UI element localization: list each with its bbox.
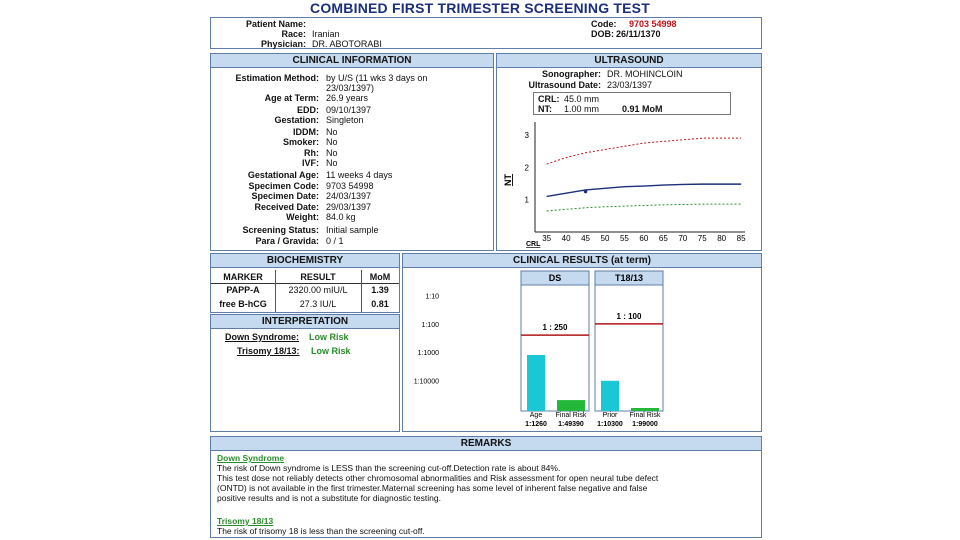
clinical-label: Weight:	[286, 212, 319, 222]
clinical-label: Specimen Date:	[251, 191, 319, 201]
clinical-label: Estimation Method:	[235, 73, 319, 83]
remarks-panel	[210, 436, 762, 538]
x-tick-label: 60	[639, 234, 649, 243]
clinical-value: 23/03/1397)	[326, 83, 375, 93]
remarks-line: (ONTD) is not available in the first trimester.Maternal screening has some level of inherent false negative and false	[217, 483, 648, 493]
clinical-value: Singleton	[326, 115, 364, 125]
patient-point	[584, 190, 588, 194]
series-line	[547, 204, 741, 211]
clinical-value: 29/03/1397	[326, 202, 372, 212]
physician-value: DR. ABOTORABI	[312, 39, 382, 49]
y-tick-label: 1:10	[425, 293, 439, 301]
risk-category-label: Age	[529, 412, 543, 419]
result-papp-a: 2320.00 mIU/L	[288, 285, 348, 295]
series-line	[547, 184, 741, 196]
mom-papp-a: 1.39	[371, 285, 389, 295]
clinical-results-panel	[402, 253, 762, 432]
clinical-value: 84.0 kg	[326, 212, 356, 222]
risk-panel-title: T18/13	[614, 273, 644, 283]
down-syndrome-risk: Low Risk	[309, 332, 349, 342]
physician-label: Physician:	[260, 39, 306, 49]
ultrasound-panel	[496, 53, 762, 251]
x-tick-label: 70	[678, 234, 688, 243]
clinical-label: IVF:	[302, 158, 319, 168]
biochemistry-table	[211, 270, 399, 312]
clinical-value: 24/03/1397	[326, 191, 372, 201]
clinical-information-panel	[210, 53, 494, 251]
y-tick-label: 1:10000	[413, 378, 439, 386]
marker-free-b-hcg: free B-hCG	[219, 299, 267, 309]
crl-nt-box	[533, 92, 731, 115]
code-value: 9703 54998	[629, 19, 677, 29]
risk-bar	[527, 355, 545, 411]
clinical-value: No	[326, 127, 338, 137]
interpretation-panel	[210, 314, 400, 432]
page-title: COMBINED FIRST TRIMESTER SCREENING TEST	[310, 0, 650, 16]
clinical-value: Initial sample	[326, 225, 379, 235]
race-value: Iranian	[312, 29, 340, 39]
clinical-value: 0 / 1	[326, 236, 344, 246]
y-tick-label: 1	[524, 195, 529, 205]
race-label: Race:	[281, 29, 306, 39]
interpretation-header: INTERPRETATION	[211, 315, 399, 329]
risk-chart	[403, 269, 761, 431]
y-tick-label: 2	[524, 163, 529, 173]
x-tick-label: 45	[581, 234, 591, 243]
nt-label: NT:	[538, 104, 552, 114]
column-header-marker: MARKER	[223, 272, 263, 282]
clinical-value: No	[326, 148, 338, 158]
down-syndrome-label: Down Syndrome:	[225, 332, 300, 342]
clinical-value: 11 weeks 4 days	[326, 170, 393, 180]
risk-value-label: 1:49390	[558, 421, 584, 428]
clinical-label: Smoker:	[282, 137, 319, 147]
clinical-label: Rh:	[304, 148, 319, 158]
clinical-label: IDDM:	[293, 127, 319, 137]
remarks-header: REMARKS	[211, 437, 761, 451]
x-tick-label: 65	[658, 234, 668, 243]
x-tick-label: 80	[717, 234, 727, 243]
patient-name-label: Patient Name:	[245, 19, 306, 29]
x-tick-label: 75	[697, 234, 707, 243]
table-vline-2	[361, 270, 362, 312]
clinical-label: Screening Status:	[242, 225, 319, 235]
risk-bar	[557, 400, 585, 411]
crl-label: CRL:	[538, 94, 560, 104]
clinical-label: Specimen Code:	[248, 181, 319, 191]
series-line	[547, 138, 741, 164]
clinical-label: EDD:	[297, 105, 319, 115]
trisomy-label: Trisomy 18/13:	[237, 346, 300, 356]
x-tick-label: 85	[736, 234, 746, 243]
cutoff-label: 1 : 250	[542, 323, 568, 333]
nt-mom-value: 0.91 MoM	[622, 104, 663, 114]
biochemistry-panel	[210, 253, 400, 313]
table-divider	[211, 283, 399, 284]
y-tick-label: 1:1000	[417, 350, 439, 358]
risk-value-label: 1:1260	[525, 421, 547, 428]
risk-bar	[631, 408, 659, 411]
marker-papp-a: PAPP-A	[226, 285, 260, 295]
result-free-b-hcg: 27.3 IU/L	[299, 299, 337, 309]
remarks-line: positive results and is not a substitute for diagnostic testing.	[217, 493, 441, 503]
biochemistry-header: BIOCHEMISTRY	[211, 254, 399, 268]
clinical-results-header: CLINICAL RESULTS (at term)	[403, 254, 761, 268]
patient-info-box	[210, 17, 762, 49]
column-header-mom: MoM	[369, 272, 391, 282]
risk-value-label: 1:99000	[632, 421, 658, 428]
ultrasound-date-value: 23/03/1397	[607, 80, 653, 90]
risk-bar	[601, 381, 619, 411]
x-tick-label: 35	[542, 234, 552, 243]
mom-free-b-hcg: 0.81	[371, 299, 389, 309]
clinical-label: Gestational Age:	[247, 170, 319, 180]
clinical-value: by U/S (11 wks 3 days on	[326, 73, 428, 83]
clinical-label: Gestation:	[274, 115, 319, 125]
risk-category-label: Final Risk	[555, 412, 587, 419]
sonographer-value: DR. MOHINCLOIN	[607, 69, 683, 79]
nt-value: 1.00 mm	[564, 104, 600, 114]
risk-panel-title: DS	[548, 273, 562, 283]
clinical-value: 09/10/1397	[326, 105, 372, 115]
risk-category-label: Prior	[602, 412, 618, 419]
clinical-value: 26.9 years	[326, 93, 369, 103]
y-tick-label: 3	[524, 130, 529, 140]
risk-category-label: Final Risk	[629, 412, 661, 419]
x-tick-label: 55	[619, 234, 629, 243]
clinical-label: Age at Term:	[264, 93, 319, 103]
dob-label: DOB:	[591, 29, 614, 39]
clinical-label: Received Date:	[254, 202, 319, 212]
crl-value: 45.0 mm	[564, 94, 600, 104]
cutoff-label: 1 : 100	[616, 311, 642, 321]
x-axis-label: CRL	[526, 241, 541, 248]
nt-crl-chart	[499, 120, 759, 250]
ultrasound-date-label: Ultrasound Date:	[528, 80, 601, 90]
clinical-value: No	[326, 137, 338, 147]
ultrasound-header: ULTRASOUND	[497, 54, 761, 68]
clinical-information-header: CLINICAL INFORMATION	[211, 54, 493, 68]
clinical-value: 9703 54998	[326, 181, 374, 191]
remarks-down-syndrome-title: Down Syndrome	[217, 453, 285, 463]
code-label: Code:	[591, 19, 617, 29]
trisomy-risk: Low Risk	[311, 346, 351, 356]
sonographer-label: Sonographer:	[541, 69, 601, 79]
x-tick-label: 40	[561, 234, 571, 243]
y-axis-label: NT	[503, 174, 513, 186]
remarks-trisomy-title: Trisomy 18/13	[217, 516, 274, 526]
column-header-result: RESULT	[300, 272, 336, 282]
clinical-label: Para / Gravida:	[255, 236, 319, 246]
risk-value-label: 1:10300	[597, 421, 623, 428]
remarks-line: This test dose not reliably detects other chromosomal abnormalities and Risk assessment for open neural tube defect	[217, 473, 659, 483]
x-tick-label: 50	[600, 234, 610, 243]
clinical-value: No	[326, 158, 338, 168]
table-vline-1	[275, 270, 276, 312]
dob-value: 26/11/1370	[616, 29, 661, 39]
y-tick-label: 1:100	[421, 321, 439, 329]
remarks-line: The risk of Down syndrome is LESS than the screening cut-off.Detection rate is about 84%.	[217, 463, 561, 473]
remarks-trisomy-line: The risk of trisomy 18 is less than the screening cut-off.	[217, 526, 425, 536]
